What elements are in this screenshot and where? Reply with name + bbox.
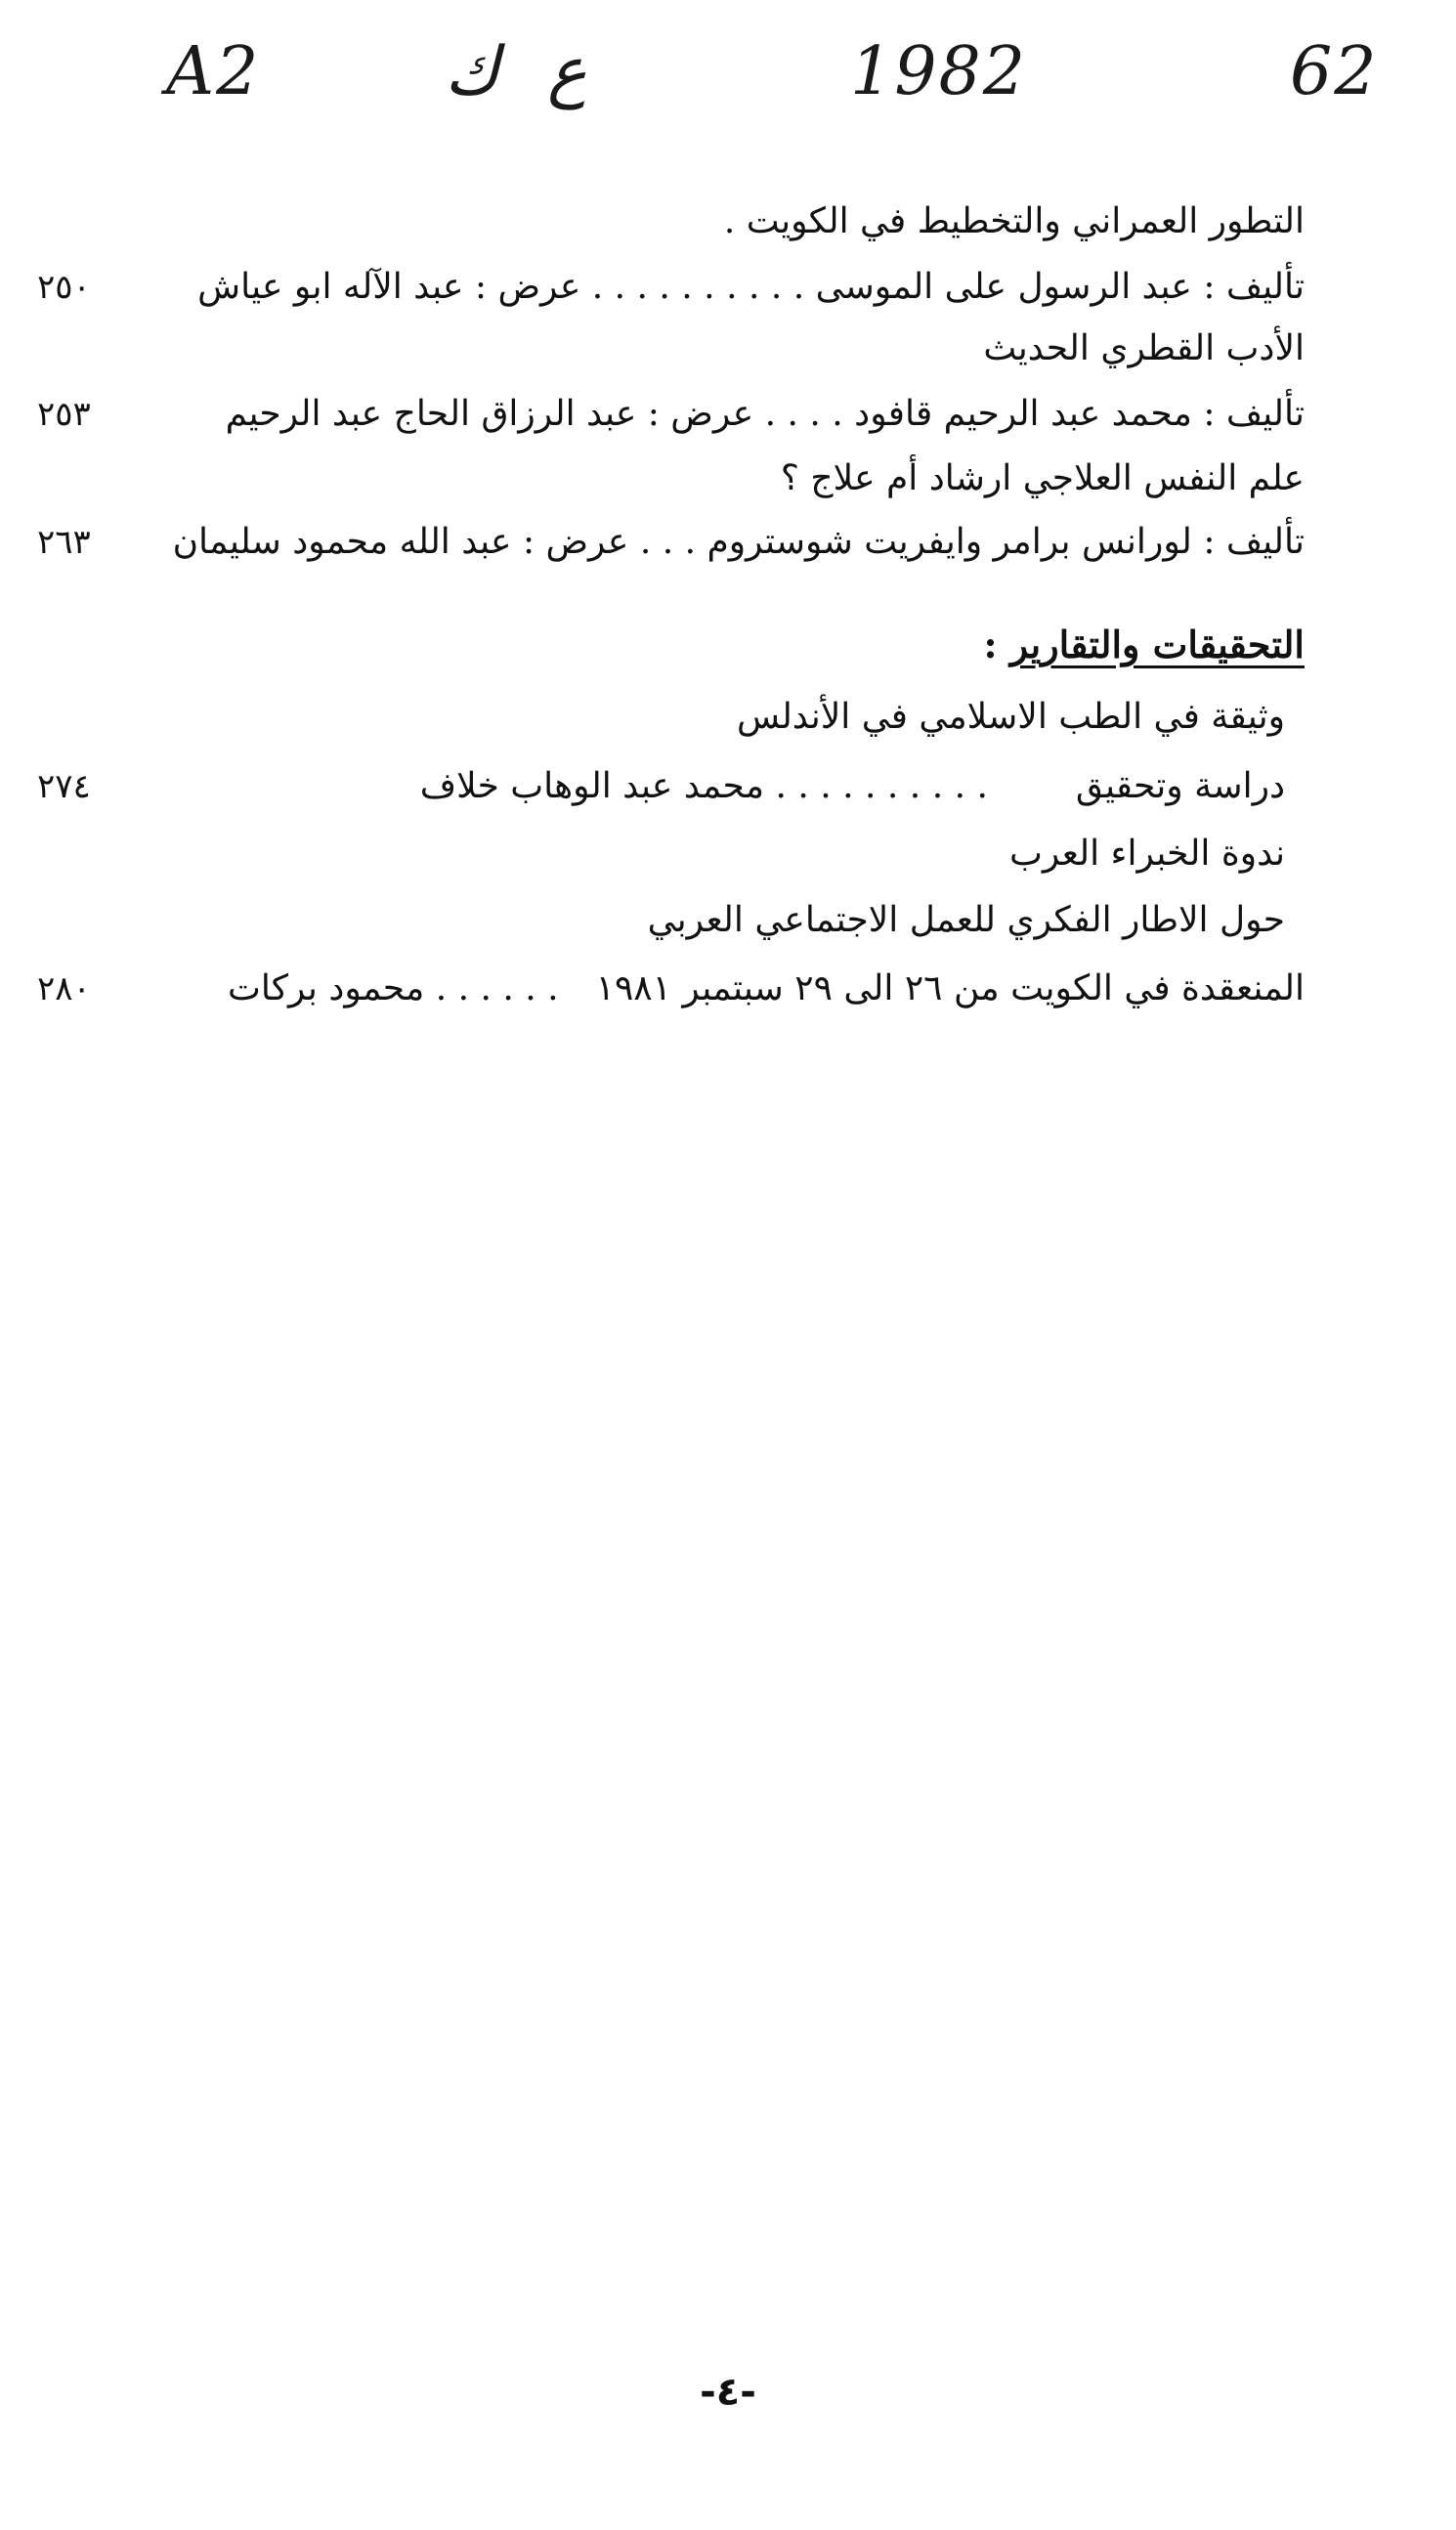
entry-2-byline: تأليف : محمد عبد الرحيم قافود . . . . عرض : عبد الرزاق الحاج عبد الرحيم bbox=[225, 394, 1305, 434]
entry-1-page: ٢٥٠ bbox=[37, 268, 91, 307]
section-heading bbox=[983, 622, 1305, 667]
section-item-2-title-line3: المنعقدة في الكويت من ٢٦ الى ٢٩ سبتمبر ١٩٨١ bbox=[595, 968, 1305, 1008]
section-item-1-page: ٢٧٤ bbox=[37, 767, 91, 806]
section-item-1-title: وثيقة في الطب الاسلامي في الأندلس bbox=[736, 697, 1285, 737]
handwritten-year: 1982 bbox=[850, 33, 1028, 110]
entry-1-title: التطور العمراني والتخطيط في الكويت . bbox=[723, 201, 1305, 241]
section-heading-text: التحقيقات والتقارير bbox=[1009, 622, 1305, 666]
entry-2-title: الأدب القطري الحديث bbox=[983, 328, 1305, 368]
entry-3-title: علم النفس العلاجي ارشاد أم علاج ؟ bbox=[780, 458, 1305, 498]
section-heading-suffix: : bbox=[983, 622, 1010, 666]
section-item-2-byline bbox=[228, 967, 1305, 1009]
entry-2-page: ٢٥٣ bbox=[37, 395, 91, 434]
section-item-2-title-line2: حول الاطار الفكري للعمل الاجتماعي العربي bbox=[647, 900, 1285, 940]
handwritten-ref-code: A2 bbox=[166, 33, 261, 110]
section-item-2-page: ٢٨٠ bbox=[37, 969, 91, 1008]
section-item-1-byline bbox=[420, 765, 1285, 807]
entry-3-page: ٢٦٣ bbox=[37, 523, 91, 562]
entry-3-byline: تأليف : لورانس برامر وايفريت شوستروم . . . عرض : عبد الله محمود سليمان bbox=[172, 522, 1305, 562]
section-item-2-title-line1: ندوة الخبراء العرب bbox=[1008, 834, 1285, 874]
footer-page-number: -٤- bbox=[700, 2370, 756, 2415]
entry-1-byline: تأليف : عبد الرسول على الموسى . . . . . . . . . . عرض : عبد الآله ابو عياش bbox=[197, 267, 1305, 307]
handwritten-number: 62 bbox=[1290, 33, 1379, 110]
handwritten-issue-letter: ع bbox=[547, 33, 587, 110]
section-item-1-sub-label: دراسة وتحقيق bbox=[1075, 766, 1285, 806]
section-item-2-author: . . . . . . محمود بركات bbox=[228, 968, 559, 1008]
section-item-1-author: . . . . . . . . . . محمد عبد الوهاب خلاف bbox=[419, 766, 988, 806]
handwritten-volume-letter: ك bbox=[445, 33, 500, 110]
